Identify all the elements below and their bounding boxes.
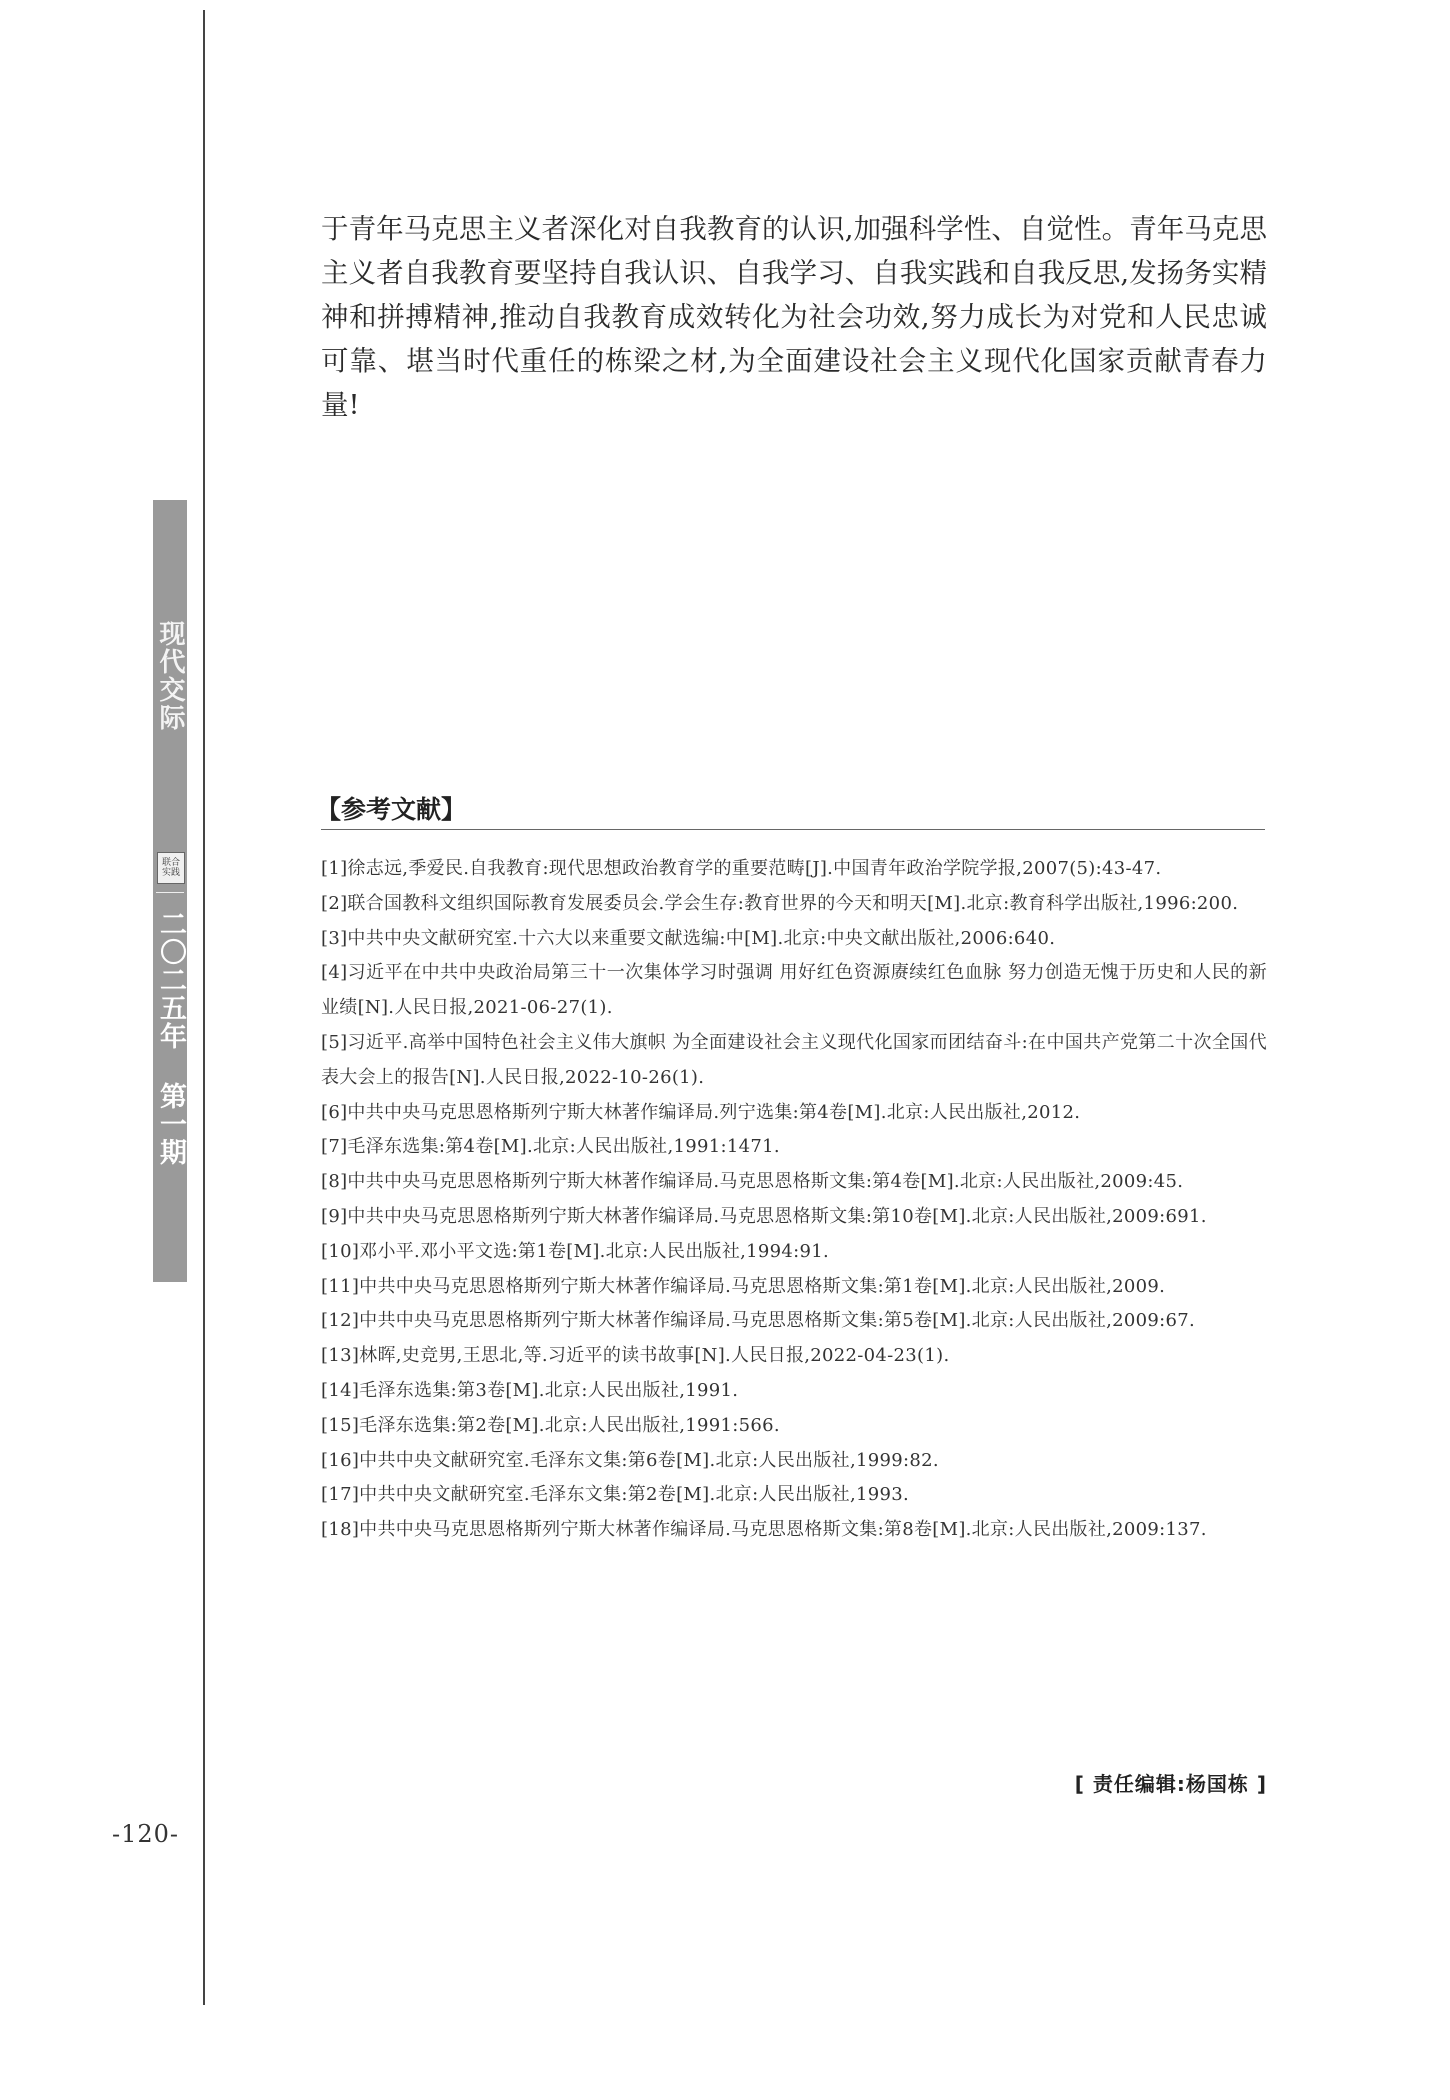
journal-logo: 现代交际: [155, 620, 185, 732]
reference-item: [7]毛泽东选集:第4卷[M].北京:人民出版社,1991:1471.: [321, 1136, 780, 1158]
reference-item: [18]中共中央马克思恩格斯列宁斯大林著作编译局.马克思恩格斯文集:第8卷[M].北京:人民出版社,2009:137.: [321, 1519, 1207, 1541]
reference-item: [11]中共中央马克思恩格斯列宁斯大林著作编译局.马克思恩格斯文集:第1卷[M].北京:人民出版社,2009.: [321, 1275, 1166, 1297]
journal-side-band: [153, 500, 187, 1282]
reference-item: [10]邓小平.邓小平文选:第1卷[M].北京:人民出版社,1994:91.: [321, 1240, 830, 1262]
reference-item: [12]中共中央马克思恩格斯列宁斯大林著作编译局.马克思恩格斯文集:第5卷[M].北京:人民出版社,2009:67.: [321, 1310, 1196, 1332]
reference-item: [16]中共中央文献研究室.毛泽东文集:第6卷[M].北京:人民出版社,1999:82.: [321, 1449, 939, 1471]
reference-item: [17]中共中央文献研究室.毛泽东文集:第2卷[M].北京:人民出版社,1993.: [321, 1484, 909, 1506]
issue-label: 二〇二五年 第一期: [155, 910, 186, 1166]
reference-item: [3]中共中央文献研究室.十六大以来重要文献选编:中[M].北京:中央文献出版社,2006:640.: [321, 927, 1056, 949]
reference-item: [6]中共中央马克思恩格斯列宁斯大林著作编译局.列宁选集:第4卷[M].北京:人民出版社,2012.: [321, 1101, 1081, 1123]
reference-item: [9]中共中央马克思恩格斯列宁斯大林著作编译局.马克思恩格斯文集:第10卷[M].北京:人民出版社,2009:691.: [321, 1205, 1207, 1227]
reference-item: [8]中共中央马克思恩格斯列宁斯大林著作编译局.马克思恩格斯文集:第4卷[M].北京:人民出版社,2009:45.: [321, 1171, 1184, 1193]
reference-item: [5]习近平.高举中国特色社会主义伟大旗帜 为全面建设社会主义现代化国家而团结奋斗:在中国共产党第二十次全国代表大会上的报告[N].人民日报,2022-10-26(1).: [321, 1031, 1267, 1088]
reference-item: [13]林晖,史竞男,王思北,等.习近平的读书故事[N].人民日报,2022-04-23(1).: [321, 1345, 950, 1367]
margin-rule: [203, 10, 205, 2005]
page-number: -120-: [112, 1820, 180, 1848]
journal-seal: 联合实践: [157, 852, 185, 884]
reference-item: [2]联合国教科文组织国际教育发展委员会.学会生存:教育世界的今天和明天[M].北京:教育科学出版社,1996:200.: [321, 892, 1239, 914]
body-paragraph: 于青年马克思主义者深化对自我教育的认识,加强科学性、自觉性。青年马克思主义者自我教育要坚持自我认识、自我学习、自我实践和自我反思,发扬务实精神和拼搏精神,推动自我教育成效转化为社会功效,努力成长为对党和人民忠诚可靠、堪当时代重任的栋梁之材,为全面建设社会主义现代化国家贡献青春力量!: [321, 213, 1267, 421]
references-list: [321, 852, 1267, 1548]
reference-item: [14]毛泽东选集:第3卷[M].北京:人民出版社,1991.: [321, 1379, 739, 1401]
reference-item: [4]习近平在中共中央政治局第三十一次集体学习时强调 用好红色资源赓续红色血脉 努力创造无愧于历史和人民的新业绩[N].人民日报,2021-06-27(1).: [321, 962, 1267, 1019]
responsible-editor: [ 责任编辑:杨国栋 ]: [1074, 1772, 1267, 1796]
reference-item: [1]徐志远,季爱民.自我教育:现代思想政治教育学的重要范畴[J].中国青年政治学院学报,2007(5):43-47.: [321, 858, 1162, 879]
references-rule: [321, 829, 1265, 830]
references-heading: 【参考文献】: [316, 795, 467, 824]
side-divider: [156, 892, 184, 893]
reference-item: [15]毛泽东选集:第2卷[M].北京:人民出版社,1991:566.: [321, 1414, 780, 1436]
